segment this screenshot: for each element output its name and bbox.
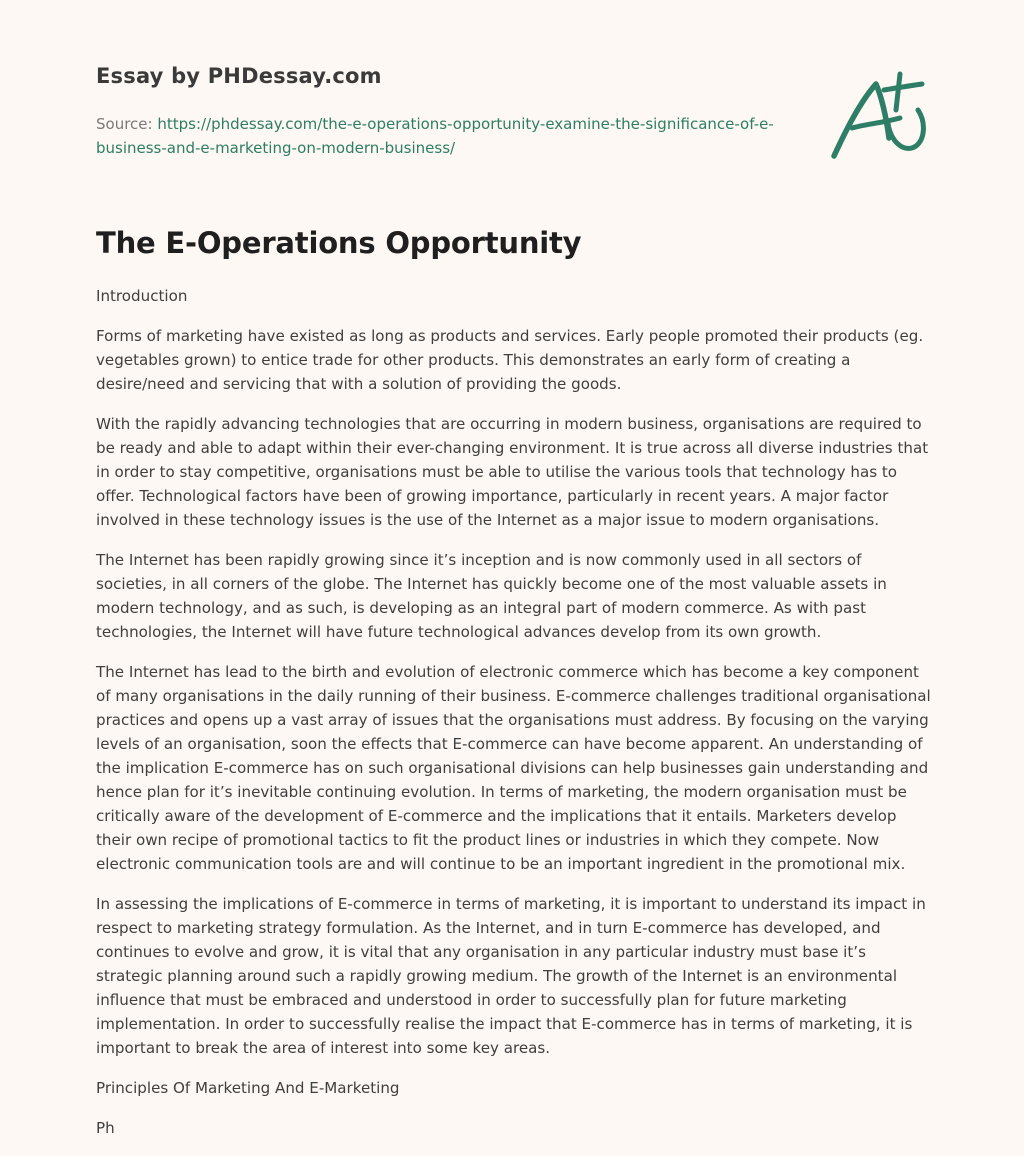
article-content: [96, 284, 932, 1156]
article-title: The E-Operations Opportunity: [96, 226, 582, 260]
paragraph-4: The Internet has lead to the birth and evolution of electronic commerce which has become a key component of many organisations in the daily running of their business. E-commerce challenges traditional organisational practices and opens up a vast array of issues that the organisations must address. By focusing on the varying levels of an organisation, soon the effects that E-commerce can have become apparent. An understanding of the implication E-commerce has on such organisational divisions can help businesses gain understanding and hence plan for it’s inevitable continuing evolution. In terms of marketing, the modern organisation must be critically aware of the development of E-commerce and the implications that it entails. Marketers develop their own recipe of promotional tactics to fit the product lines or industries in which they compete. Now electronic communication tools are and will continue to be an important ingredient in the promotional mix.: [96, 663, 931, 873]
paragraph-3: The Internet has been rapidly growing since it’s inception and is now commonly used in all sectors of societies, in all corners of the globe. The Internet has quickly become one of the most valuable assets in modern technology, and as such, is developing as an integral part of modern commerce. As with past technologies, the Internet will have future technological advances develop from its own growth.: [96, 551, 887, 641]
section-heading: Principles Of Marketing And E-Marketing: [96, 1079, 400, 1097]
intro-heading: Introduction: [96, 287, 188, 305]
header: [96, 0, 928, 190]
paragraph-1: Forms of marketing have existed as long as products and services. Early people promoted their products (eg. vegetables grown) to entice trade for other products. This demonstrates an early form of creating a desire/need and servicing that with a solution of providing the goods.: [96, 327, 924, 393]
trailing-text: Ph: [96, 1119, 115, 1137]
source-link[interactable]: https://phdessay.com/the-e-operations-opportunity-examine-the-significance-of-e-business-and-e-marketing-on-modern-business/: [96, 115, 774, 157]
paragraph-5: In assessing the implications of E-commerce in terms of marketing, it is important to understand its impact in respect to marketing strategy formulation. As the Internet, and in turn E-commerce has developed, and continues to evolve and grow, it is vital that any organisation in any particular industry must base it’s strategic planning around such a rapidly growing medium. The growth of the Internet is an environmental influence that must be embraced and understood in order to successfully plan for future marketing implementation. In order to successfully realise the impact that E-commerce has in terms of marketing, it is important to break the area of interest into some key areas.: [96, 895, 926, 1057]
a-plus-logo-icon: [826, 68, 926, 164]
site-name: Essay by PHDessay.com: [96, 64, 382, 88]
source-line: [96, 112, 776, 160]
paragraph-2: With the rapidly advancing technologies that are occurring in modern business, organisations are required to be ready and able to adapt within their ever-changing environment. It is true across all diverse industries that in order to stay competitive, organisations must be able to utilise the various tools that technology has to offer. Technological factors have been of growing importance, particularly in recent years. A major factor involved in these technology issues is the use of the Internet as a major issue to modern organisations.: [96, 415, 929, 529]
source-label: Source:: [96, 115, 153, 133]
